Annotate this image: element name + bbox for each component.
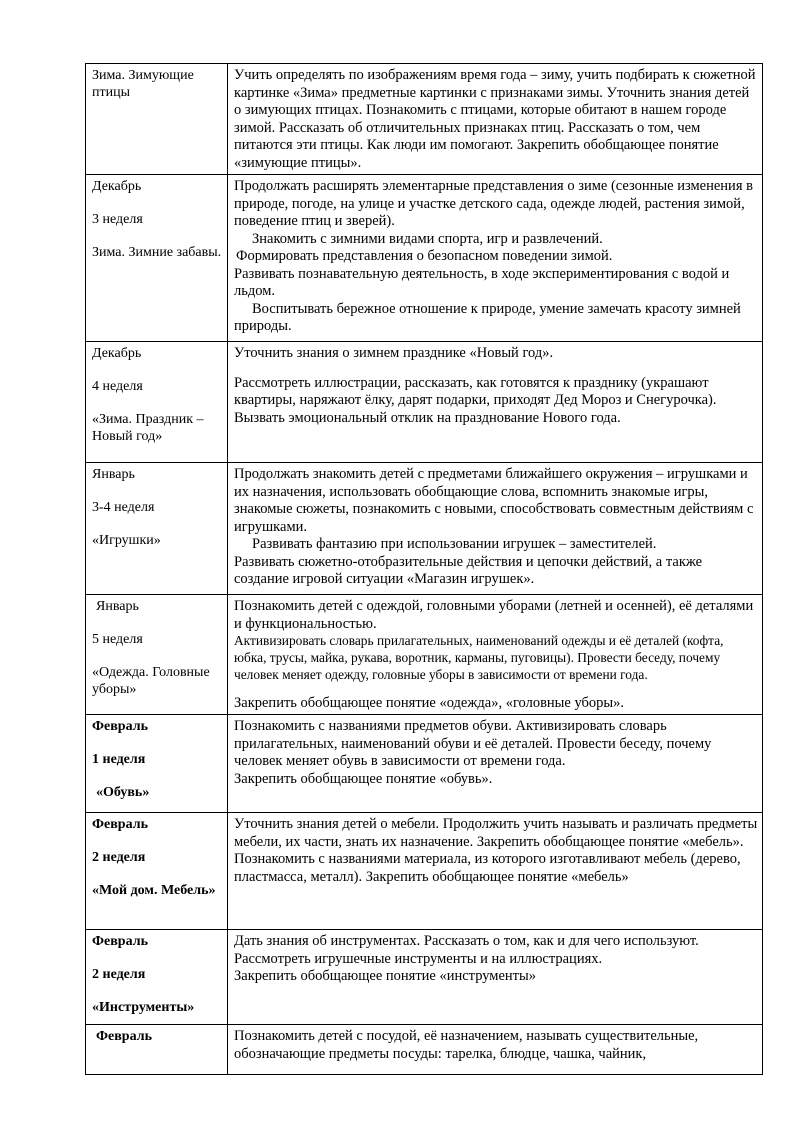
week-label: 3 неделя bbox=[92, 212, 143, 227]
topic-cell bbox=[86, 595, 228, 715]
table-row bbox=[86, 175, 763, 342]
content-text: Учить определять по изображениям время года – зиму, учить подбирать к сюжетной картинке «Зима» предметные картинки с признаками зимы. Уточнить знания детей о зимующих птицах. Познакомить с птицами, которые обитают в нашем городе зимой. Рассказать об отличительных признаках птиц. Рассказать о том, чем питаются эти птицы. Как люди им помогают. Закрепить обобщающее понятие «зимующие птицы». bbox=[234, 67, 756, 171]
content-cell bbox=[228, 930, 763, 1025]
content-text: Познакомить детей с посудой, её назначением, называть существительные, обозначающие предметы посуды: тарелка, блюдце, чашка, чайник, bbox=[234, 1028, 699, 1062]
curriculum-table bbox=[85, 63, 763, 1075]
content-text: Уточнить знания о зимнем празднике «Новый год». bbox=[234, 345, 554, 361]
topic-cell bbox=[86, 342, 228, 463]
content-text: Дать знания об инструментах. Рассказать о том, как и для чего используют. Рассмотреть игрушечные инструменты и на иллюстрациях. bbox=[234, 933, 699, 967]
month-label: Февраль bbox=[92, 817, 148, 832]
content-cell bbox=[228, 813, 763, 930]
topic-cell bbox=[86, 930, 228, 1025]
content-text: Познакомить с названиями предметов обуви. Активизировать словарь прилагательных, наименований обуви и её деталей. Провести беседу, почему человек меняет обувь в зависимости от времени года. bbox=[234, 718, 712, 769]
month-label: Декабрь bbox=[92, 179, 142, 194]
content-text: Закрепить обобщающее понятие «инструменты» bbox=[234, 968, 537, 984]
week-label: 2 неделя bbox=[92, 967, 146, 982]
table-row bbox=[86, 813, 763, 930]
content-cell bbox=[228, 342, 763, 463]
table-row bbox=[86, 1025, 763, 1075]
topic-title: «Мой дом. Мебель» bbox=[92, 883, 216, 898]
content-text: Закрепить обобщающее понятие «одежда», «головные уборы». bbox=[234, 695, 625, 712]
content-cell bbox=[228, 715, 763, 813]
month-label: Январь bbox=[92, 467, 135, 482]
content-text: Развивать фантазию при использовании игрушек – заместителей. bbox=[252, 536, 657, 552]
topic-cell bbox=[86, 175, 228, 342]
content-text: Воспитывать бережное отношение к природе, умение замечать красоту зимней природы. bbox=[234, 300, 741, 334]
week-label: 2 неделя bbox=[92, 850, 146, 865]
topic-title: «Зима. Праздник – Новый год» bbox=[92, 412, 204, 444]
topic-title: «Одежда. Головные уборы» bbox=[92, 665, 210, 697]
week-label: 1 неделя bbox=[92, 752, 146, 767]
content-text: Знакомить с зимними видами спорта, игр и развлечений. bbox=[252, 230, 603, 247]
content-text: Уточнить знания детей о мебели. Продолжить учить называть и различать предметы мебели, их части, знать их назначение. Закрепить обобщающее понятие «мебель». Познакомить с названиями материала, из которого изготавливают мебель (дерево, пластмасса, металл). Закрепить обобщающее понятие «мебель» bbox=[234, 816, 758, 885]
topic-cell bbox=[86, 463, 228, 595]
month-label: Февраль bbox=[92, 934, 148, 949]
topic-cell bbox=[86, 64, 228, 175]
content-text: Развивать сюжетно-отобразительные действия и цепочки действий, а также создание игровой ситуации «Магазин игрушек». bbox=[234, 553, 703, 587]
month-label: Февраль bbox=[92, 719, 148, 734]
topic-title: Зима. Зимние забавы. bbox=[92, 245, 222, 260]
topic-title: «Инструменты» bbox=[92, 1000, 195, 1015]
topic-cell bbox=[86, 813, 228, 930]
table-row bbox=[86, 715, 763, 813]
week-label: 5 неделя bbox=[92, 632, 143, 647]
content-text: Познакомить детей с одеждой, головными уборами (летней и осенней), её деталями и функциональностью. bbox=[234, 598, 754, 632]
topic-cell bbox=[86, 715, 228, 813]
topic-title: Зима. Зимующие птицы bbox=[92, 68, 194, 100]
content-text: Закрепить обобщающее понятие «обувь». bbox=[234, 770, 493, 787]
content-text: Продолжать расширять элементарные представления о зиме (сезонные изменения в природе, погоде, на улице и участке детского сада, одежде людей, растения зимой, поведение птиц и зверей). bbox=[234, 178, 753, 229]
month-label: Декабрь bbox=[92, 346, 142, 361]
topic-cell bbox=[86, 1025, 228, 1075]
content-cell bbox=[228, 175, 763, 342]
content-text: Продолжать знакомить детей с предметами ближайшего окружения – игрушками и их назначения, использовать обобщающие слова, вспомнить знакомые игры, знакомые сюжеты, познакомить с новыми, способствовать совместным действиям с игрушками. bbox=[234, 466, 754, 535]
topic-title: «Обувь» bbox=[96, 785, 150, 800]
table-row bbox=[86, 342, 763, 463]
content-text: Активизировать словарь прилагательных, наименований одежды и её деталей (кофта, юбка, трусы, майка, рукава, воротник, карманы, пуговицы). Провести беседу, почему человек меняет одежду, головные уборы в зависимости от времени года. bbox=[234, 633, 724, 682]
content-cell bbox=[228, 595, 763, 715]
content-cell bbox=[228, 64, 763, 175]
month-label: Январь bbox=[96, 599, 139, 614]
month-label: Февраль bbox=[96, 1029, 152, 1044]
table-row bbox=[86, 463, 763, 595]
table-row bbox=[86, 64, 763, 175]
week-label: 4 неделя bbox=[92, 379, 143, 394]
content-text: Развивать познавательную деятельность, в ходе экспериментирования с водой и льдом. bbox=[234, 265, 730, 299]
content-cell bbox=[228, 1025, 763, 1075]
week-label: 3-4 неделя bbox=[92, 500, 155, 515]
content-text: Вызвать эмоциональный отклик на празднование Нового года. bbox=[234, 409, 621, 426]
content-text: Рассмотреть иллюстрации, рассказать, как готовятся к празднику (украшают квартиры, наряжают ёлку, дарят подарки, приходят Дед Мороз и Снегурочка). bbox=[234, 374, 717, 408]
table-row bbox=[86, 595, 763, 715]
content-cell bbox=[228, 463, 763, 595]
content-text: Формировать представления о безопасном поведении зимой. bbox=[236, 248, 613, 264]
table-row bbox=[86, 930, 763, 1025]
topic-title: «Игрушки» bbox=[92, 533, 161, 548]
